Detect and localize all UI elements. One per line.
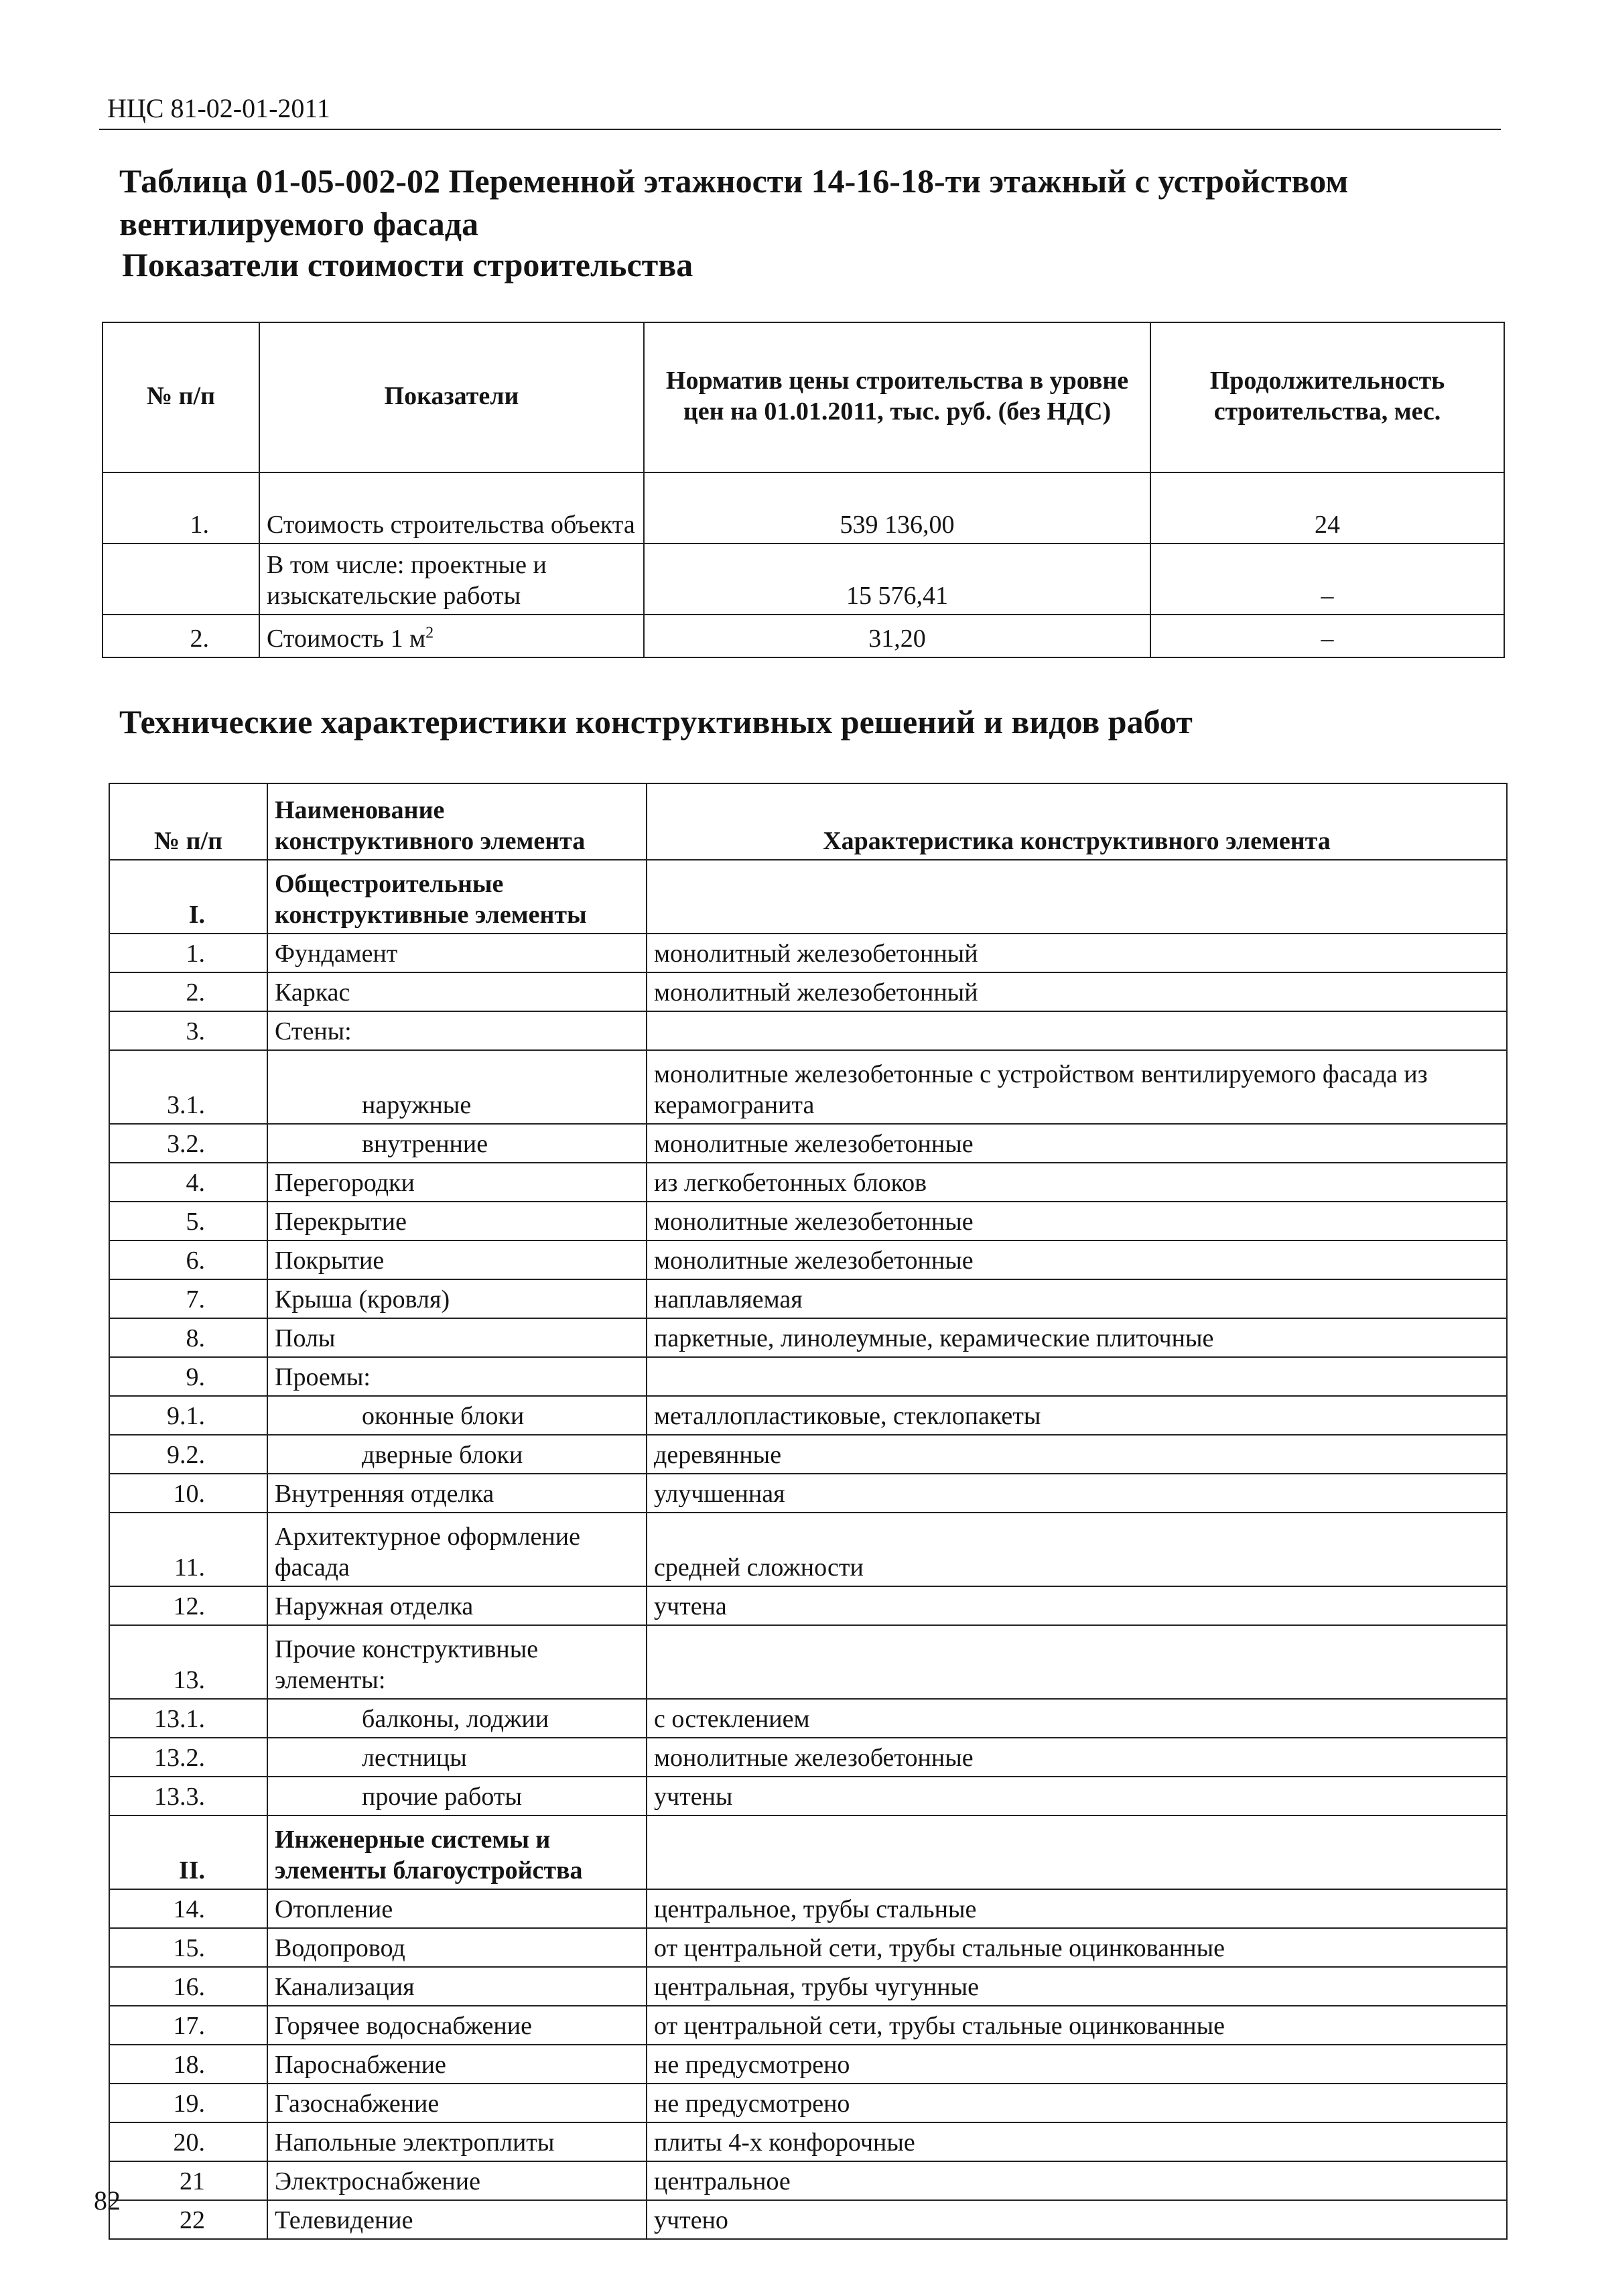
cost-row bbox=[103, 544, 1504, 615]
element-characteristic: монолитный железобетонный bbox=[647, 972, 1507, 1011]
element-name: Внутренняя отделка bbox=[267, 1474, 647, 1513]
row-number: 20. bbox=[109, 2122, 267, 2161]
tech-section-title: Технические характеристики конструктивных решений и видов работ bbox=[119, 703, 1193, 741]
element-name: Отопление bbox=[267, 1889, 647, 1928]
row-number: 2. bbox=[109, 972, 267, 1011]
table-title-line1: Таблица 01-05-002-02 Переменной этажности 14-16-18-ти этажный с устройством bbox=[119, 162, 1349, 200]
cost-row-name: Стоимость строительства объекта bbox=[259, 472, 644, 544]
tech-table-row bbox=[109, 1124, 1507, 1163]
row-number: I. bbox=[109, 860, 267, 934]
tech-table-row bbox=[109, 1011, 1507, 1050]
cost-row-name: В том числе: проектные и изыскательские работы bbox=[259, 544, 644, 615]
element-name: Инженерные системы и элементы благоустройства bbox=[267, 1815, 647, 1889]
tech-table-row bbox=[109, 1625, 1507, 1699]
element-characteristic: наплавляемая bbox=[647, 1279, 1507, 1318]
element-name: Пароснабжение bbox=[267, 2045, 647, 2084]
table-title-line2: вентилируемого фасада bbox=[119, 205, 479, 243]
tech-table-body bbox=[109, 860, 1507, 2239]
tech-table-row bbox=[109, 2200, 1507, 2239]
document-code: НЦС 81-02-01-2011 bbox=[107, 93, 330, 123]
element-name: Фундамент bbox=[267, 934, 647, 972]
row-number: 21 bbox=[109, 2161, 267, 2200]
element-characteristic: монолитные железобетонные bbox=[647, 1124, 1507, 1163]
tech-table-row bbox=[109, 2122, 1507, 2161]
element-name: Электроснабжение bbox=[267, 2161, 647, 2200]
element-characteristic bbox=[647, 1357, 1507, 1396]
element-name: Каркас bbox=[267, 972, 647, 1011]
row-number: 22 bbox=[109, 2200, 267, 2239]
cost-row-price: 31,20 bbox=[644, 615, 1150, 657]
row-number: 19. bbox=[109, 2084, 267, 2122]
cost-row-number bbox=[103, 544, 259, 615]
element-characteristic bbox=[647, 1011, 1507, 1050]
tech-table-row bbox=[109, 972, 1507, 1011]
tech-header-element: Наименование конструктивного элемента bbox=[267, 783, 647, 860]
cost-header-duration: Продолжительность строительства, мес. bbox=[1150, 322, 1504, 472]
cost-row-price: 539 136,00 bbox=[644, 472, 1150, 544]
cost-row-price: 15 576,41 bbox=[644, 544, 1150, 615]
cost-header-number: № п/п bbox=[103, 322, 259, 472]
tech-table-row bbox=[109, 1967, 1507, 2006]
cost-row-duration: 24 bbox=[1150, 472, 1504, 544]
element-characteristic: учтено bbox=[647, 2200, 1507, 2239]
element-characteristic: монолитные железобетонные bbox=[647, 1202, 1507, 1240]
row-number: 15. bbox=[109, 1928, 267, 1967]
row-number: 6. bbox=[109, 1240, 267, 1279]
element-characteristic: монолитные железобетонные bbox=[647, 1240, 1507, 1279]
element-name: прочие работы bbox=[267, 1777, 647, 1815]
element-name: балконы, лоджии bbox=[267, 1699, 647, 1738]
element-name: внутренние bbox=[267, 1124, 647, 1163]
page-number: 82 bbox=[94, 2185, 121, 2216]
cost-row-number: 2. bbox=[103, 615, 259, 657]
element-characteristic: из легкобетонных блоков bbox=[647, 1163, 1507, 1202]
element-characteristic: центральное, трубы стальные bbox=[647, 1889, 1507, 1928]
tech-table-row bbox=[109, 1889, 1507, 1928]
cost-section-title: Показатели стоимости строительства bbox=[122, 246, 693, 283]
element-name: наружные bbox=[267, 1050, 647, 1124]
cost-row bbox=[103, 615, 1504, 657]
cost-indicators-table bbox=[102, 322, 1505, 658]
element-name: Стены: bbox=[267, 1011, 647, 1050]
element-name: Канализация bbox=[267, 1967, 647, 2006]
square-superscript: 2 bbox=[425, 624, 434, 642]
element-name: Покрытие bbox=[267, 1240, 647, 1279]
tech-table-row bbox=[109, 1396, 1507, 1435]
row-number: 3.2. bbox=[109, 1124, 267, 1163]
cost-row-name-text: Стоимость 1 м bbox=[267, 625, 426, 653]
element-characteristic: плиты 4-х конфорочные bbox=[647, 2122, 1507, 2161]
row-number: 10. bbox=[109, 1474, 267, 1513]
row-number: 5. bbox=[109, 1202, 267, 1240]
tech-table-row bbox=[109, 1202, 1507, 1240]
element-name: Горячее водоснабжение bbox=[267, 2006, 647, 2045]
element-characteristic: от центральной сети, трубы стальные оцинкованные bbox=[647, 1928, 1507, 1967]
element-name: Крыша (кровля) bbox=[267, 1279, 647, 1318]
row-number: 17. bbox=[109, 2006, 267, 2045]
cost-row-duration: – bbox=[1150, 615, 1504, 657]
element-name: Наружная отделка bbox=[267, 1586, 647, 1625]
element-name: Телевидение bbox=[267, 2200, 647, 2239]
row-number: 16. bbox=[109, 1967, 267, 2006]
row-number: 1. bbox=[109, 934, 267, 972]
tech-table-row bbox=[109, 1777, 1507, 1815]
tech-table-row bbox=[109, 2045, 1507, 2084]
element-characteristic: средней сложности bbox=[647, 1513, 1507, 1586]
row-number: 7. bbox=[109, 1279, 267, 1318]
tech-table-row bbox=[109, 934, 1507, 972]
element-name: Общестроительные конструктивные элементы bbox=[267, 860, 647, 934]
element-characteristic: монолитные железобетонные с устройством вентилируемого фасада из керамогранита bbox=[647, 1050, 1507, 1124]
tech-table-row bbox=[109, 1357, 1507, 1396]
cost-table-header-row bbox=[103, 322, 1504, 472]
element-characteristic bbox=[647, 860, 1507, 934]
cost-row-name bbox=[259, 615, 644, 657]
tech-table-row bbox=[109, 1279, 1507, 1318]
table-title bbox=[119, 160, 1459, 245]
row-number: 9.1. bbox=[109, 1396, 267, 1435]
tech-table-row bbox=[109, 1435, 1507, 1474]
header-rule bbox=[99, 129, 1501, 130]
element-characteristic: от центральной сети, трубы стальные оцинкованные bbox=[647, 2006, 1507, 2045]
row-number: II. bbox=[109, 1815, 267, 1889]
element-characteristic: центральное bbox=[647, 2161, 1507, 2200]
element-characteristic bbox=[647, 1815, 1507, 1889]
row-number: 18. bbox=[109, 2045, 267, 2084]
row-number: 3.1. bbox=[109, 1050, 267, 1124]
tech-table-row bbox=[109, 1928, 1507, 1967]
element-characteristic bbox=[647, 1625, 1507, 1699]
cost-row-duration: – bbox=[1150, 544, 1504, 615]
element-characteristic: не предусмотрено bbox=[647, 2084, 1507, 2122]
element-characteristic: монолитный железобетонный bbox=[647, 934, 1507, 972]
element-characteristic: улучшенная bbox=[647, 1474, 1507, 1513]
element-name: Перекрытие bbox=[267, 1202, 647, 1240]
element-name: дверные блоки bbox=[267, 1435, 647, 1474]
tech-header-characteristic: Характеристика конструктивного элемента bbox=[647, 783, 1507, 860]
element-name: Полы bbox=[267, 1318, 647, 1357]
cost-header-price: Норматив цены строительства в уровне цен на 01.01.2011, тыс. руб. (без НДС) bbox=[644, 322, 1150, 472]
tech-table-header-row bbox=[109, 783, 1507, 860]
element-name: Газоснабжение bbox=[267, 2084, 647, 2122]
tech-table-row bbox=[109, 860, 1507, 934]
element-characteristic: паркетные, линолеумные, керамические плиточные bbox=[647, 1318, 1507, 1357]
element-name: Архитектурное оформление фасада bbox=[267, 1513, 647, 1586]
technical-characteristics-table bbox=[109, 783, 1508, 2240]
element-name: Водопровод bbox=[267, 1928, 647, 1967]
element-characteristic: металлопластиковые, стеклопакеты bbox=[647, 1396, 1507, 1435]
cost-row-number: 1. bbox=[103, 472, 259, 544]
tech-table-row bbox=[109, 1163, 1507, 1202]
row-number: 4. bbox=[109, 1163, 267, 1202]
element-characteristic: с остеклением bbox=[647, 1699, 1507, 1738]
element-name: оконные блоки bbox=[267, 1396, 647, 1435]
cost-header-indicator: Показатели bbox=[259, 322, 644, 472]
element-name: Напольные электроплиты bbox=[267, 2122, 647, 2161]
row-number: 9.2. bbox=[109, 1435, 267, 1474]
tech-table-row bbox=[109, 2161, 1507, 2200]
row-number: 3. bbox=[109, 1011, 267, 1050]
row-number: 9. bbox=[109, 1357, 267, 1396]
tech-table-row bbox=[109, 1513, 1507, 1586]
element-name: Прочие конструктивные элементы: bbox=[267, 1625, 647, 1699]
element-name: Проемы: bbox=[267, 1357, 647, 1396]
row-number: 11. bbox=[109, 1513, 267, 1586]
tech-header-number: № п/п bbox=[109, 783, 267, 860]
tech-table-row bbox=[109, 1050, 1507, 1124]
tech-table-row bbox=[109, 1738, 1507, 1777]
element-name: Перегородки bbox=[267, 1163, 647, 1202]
element-characteristic: учтена bbox=[647, 1586, 1507, 1625]
row-number: 13.2. bbox=[109, 1738, 267, 1777]
tech-table-row bbox=[109, 1586, 1507, 1625]
row-number: 13.1. bbox=[109, 1699, 267, 1738]
tech-table-row bbox=[109, 2006, 1507, 2045]
element-characteristic: монолитные железобетонные bbox=[647, 1738, 1507, 1777]
element-characteristic: учтены bbox=[647, 1777, 1507, 1815]
row-number: 12. bbox=[109, 1586, 267, 1625]
cost-row bbox=[103, 472, 1504, 544]
element-characteristic: деревянные bbox=[647, 1435, 1507, 1474]
tech-table-row bbox=[109, 1815, 1507, 1889]
tech-table-row bbox=[109, 1318, 1507, 1357]
tech-table-row bbox=[109, 1240, 1507, 1279]
row-number: 13. bbox=[109, 1625, 267, 1699]
row-number: 13.3. bbox=[109, 1777, 267, 1815]
tech-table-row bbox=[109, 1474, 1507, 1513]
element-name: лестницы bbox=[267, 1738, 647, 1777]
row-number: 8. bbox=[109, 1318, 267, 1357]
element-characteristic: центральная, трубы чугунные bbox=[647, 1967, 1507, 2006]
element-characteristic: не предусмотрено bbox=[647, 2045, 1507, 2084]
tech-table-row bbox=[109, 2084, 1507, 2122]
tech-table-row bbox=[109, 1699, 1507, 1738]
row-number: 14. bbox=[109, 1889, 267, 1928]
